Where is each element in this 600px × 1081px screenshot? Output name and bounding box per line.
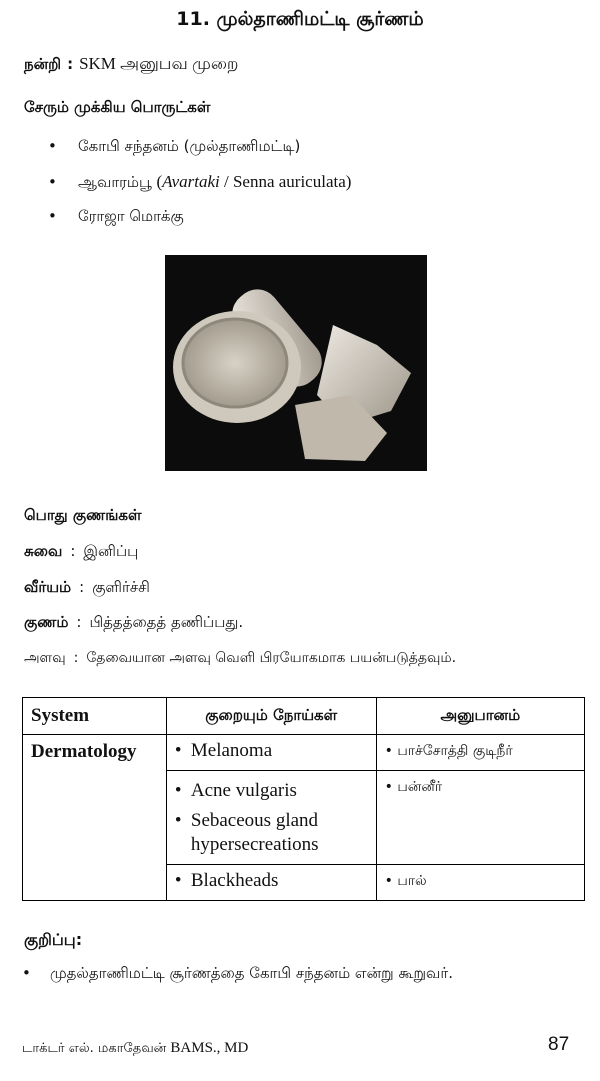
footer-author [22, 1040, 248, 1057]
credit-value: SKM அனுபவ முறை [79, 54, 239, 73]
anupanam-cell [376, 735, 584, 771]
list-item [48, 137, 300, 157]
colon: : [76, 613, 82, 631]
list-item [175, 809, 368, 857]
property-row [24, 578, 150, 598]
mortar-pestle-photo [165, 255, 427, 471]
author-degrees: BAMS., MD [170, 1040, 249, 1056]
property-row [24, 650, 456, 668]
anupanam-cell [376, 771, 584, 865]
condition-text: Melanoma [190, 740, 273, 761]
property-key: வீர்யம் [24, 578, 72, 596]
ingredients-heading: சேரும் முக்கிய பொருட்கள் [24, 98, 211, 116]
note-heading: குறிப்பு: [24, 930, 83, 949]
ingredient-text: ரோஜா மொக்கு [78, 207, 184, 225]
ingredient-botanical: / Senna auriculata) [219, 172, 352, 191]
table-header-row [23, 698, 585, 735]
property-value: இனிப்பு [83, 542, 139, 560]
list-item [48, 207, 184, 227]
page-number: 87 [548, 1034, 570, 1055]
bullet: • [48, 137, 57, 155]
ingredient-latin: (Avartaki / Senna auriculata) [156, 172, 352, 191]
property-row [24, 613, 243, 633]
credit-line [24, 54, 239, 76]
anupanam-text: பாச்சோத்தி குடிநீர் [397, 743, 513, 759]
anupanam-text: பால் [397, 873, 427, 889]
anupanam-text: பன்னீர் [397, 779, 443, 795]
header-system: System [23, 698, 167, 735]
condition-text: Acne vulgaris [190, 780, 297, 801]
bullet: • [384, 743, 398, 759]
ingredient-italic: Avartaki [162, 172, 220, 191]
bullet: • [174, 780, 182, 801]
list-item [175, 869, 368, 893]
property-key: சுவை [24, 542, 63, 560]
property-value: குளிர்ச்சி [92, 578, 150, 596]
list-item [175, 779, 368, 803]
page-title: 11. முல்தாணிமட்டி சூர்ணம் [176, 8, 424, 30]
header-conditions: குறையும் நோய்கள் [166, 698, 376, 735]
colon: : [73, 650, 79, 666]
property-key: அளவு [24, 650, 66, 666]
condition-text: Blackheads [190, 870, 279, 891]
credit-label: நன்றி [24, 55, 62, 73]
bullet: • [174, 810, 182, 831]
property-value: பித்தத்தைத் தணிப்பது. [89, 613, 244, 631]
bullet: • [22, 964, 31, 982]
table-row [23, 735, 585, 771]
author-name: டாக்டர் எல். மகாதேவன் [22, 1041, 167, 1056]
ingredient-text: கோபி சந்தனம் (முல்தாணிமட்டி) [78, 137, 301, 155]
header-anupanam: அனுபானம் [376, 698, 584, 735]
list-item [48, 172, 351, 193]
bullet: • [174, 870, 182, 891]
bullet: • [384, 779, 398, 795]
property-row [24, 542, 138, 562]
conditions-cell [166, 771, 376, 865]
bullet: • [48, 207, 57, 225]
bullet: • [384, 873, 398, 889]
photo-illustration [165, 255, 427, 471]
property-key: குணம் [24, 613, 69, 631]
note-text: முதல்தாணிமட்டி சூர்ணத்தை கோபி சந்தனம் என்று கூறுவர். [50, 964, 454, 982]
system-cell: Dermatology [23, 735, 167, 901]
colon: : [70, 542, 76, 560]
remedy-table [22, 697, 585, 901]
anupanam-cell [376, 865, 584, 901]
bullet: • [48, 173, 57, 191]
ingredient-text: ஆவாரம்பூ [78, 173, 152, 191]
colon: : [67, 55, 74, 73]
conditions-cell [166, 865, 376, 901]
list-item [175, 739, 368, 763]
conditions-cell [166, 735, 376, 771]
colon: : [79, 578, 85, 596]
bullet: • [174, 740, 182, 761]
note-item [22, 964, 453, 984]
property-value: தேவையான அளவு வெளி பிரயோகமாக பயன்படுத்தவும். [86, 650, 457, 666]
properties-heading: பொது குணங்கள் [24, 506, 142, 524]
condition-text: Sebaceous gland hypersecreations [190, 810, 319, 855]
